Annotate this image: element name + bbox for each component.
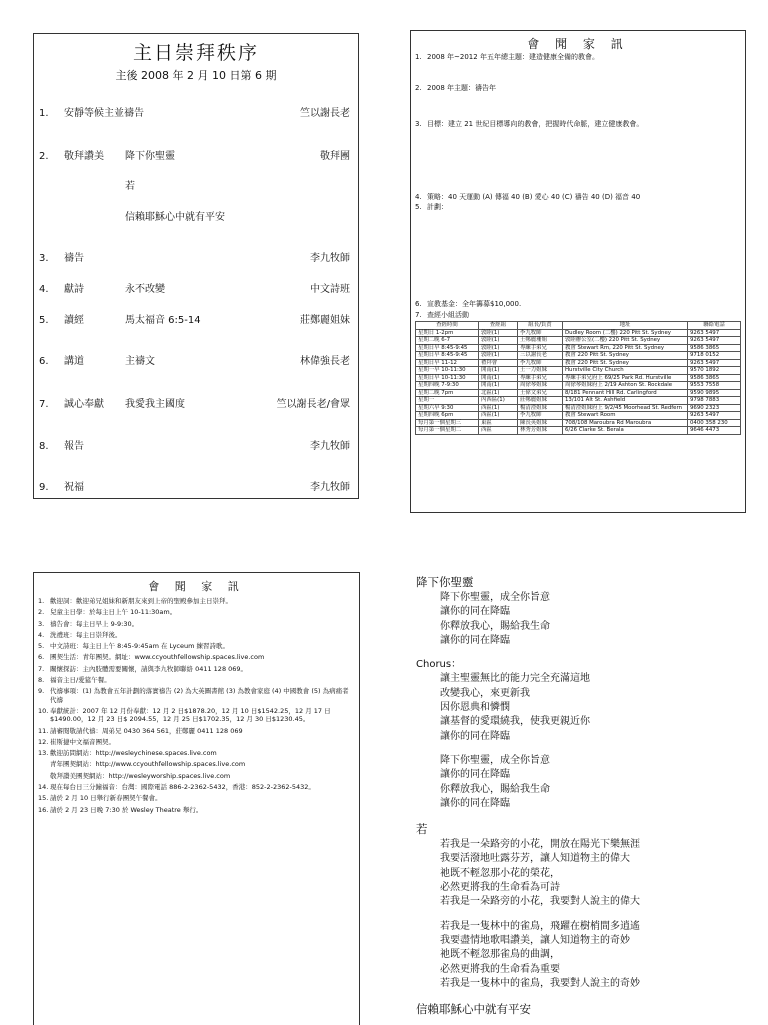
song-title: 信賴耶穌心中就有平安 bbox=[416, 1002, 531, 1017]
lyric-line: 你釋放我心，賜給我生命 bbox=[440, 620, 550, 632]
announcement-number: 4. bbox=[38, 630, 45, 639]
table-row bbox=[416, 374, 741, 382]
announcement-text: 請於 2 月 23 日晚 7:30 於 Wesley Theatre 舉行。 bbox=[50, 805, 203, 814]
announcement-item bbox=[38, 608, 355, 616]
table-row bbox=[416, 344, 741, 352]
order-item-content: 我愛我主國度 bbox=[125, 399, 185, 410]
table-row bbox=[416, 412, 741, 420]
announcement-item bbox=[38, 727, 355, 735]
announcements-title: 會 聞 家 訊 bbox=[527, 37, 629, 51]
announcement-text: 洗禮班：每主日崇拜後。 bbox=[50, 630, 122, 639]
table-cell: 楊清澄姐妹府上 9/2/45 Moorhead St. Redfern bbox=[563, 404, 688, 412]
announcements-panel bbox=[410, 30, 746, 513]
lyric-line: 降下你聖靈，成全你旨意 bbox=[440, 754, 550, 766]
announcement-text: 福音主日/愛筵午餐。 bbox=[50, 676, 111, 685]
table-cell: 每月第一個星期三 bbox=[416, 419, 479, 427]
announcement-item bbox=[38, 749, 355, 757]
announcement-number: 5. bbox=[415, 203, 422, 212]
table-cell: 西區 bbox=[479, 427, 518, 435]
table-cell: 9586 3865 bbox=[688, 374, 741, 382]
table-cell: 開南(1) bbox=[479, 382, 518, 390]
announcement-item bbox=[38, 772, 355, 780]
announcement-item bbox=[415, 311, 741, 320]
table-header-row bbox=[416, 322, 741, 330]
stanza bbox=[416, 920, 760, 991]
table-cell: 星期日 1-2pm bbox=[416, 329, 479, 337]
table-cell: 周徐琴姐妹 bbox=[518, 382, 563, 390]
lyric-line: 改變我心，來更新我 bbox=[440, 687, 530, 699]
table-cell: 專練手弟兄府上 69/25 Park Rd. Hurstville bbox=[563, 374, 688, 382]
order-item-number: 2. bbox=[39, 151, 49, 162]
table-cell: 9263 5497 bbox=[688, 359, 741, 367]
table-cell: 0400 358 230 bbox=[688, 419, 741, 427]
table-cell: 9586 3865 bbox=[688, 344, 741, 352]
table-cell: 星期四晚 6pm bbox=[416, 412, 479, 420]
order-item-name: 安靜等候主並禱告 bbox=[64, 108, 144, 119]
lyric-line: 若我是一隻林中的雀鳥，飛躍在樹梢間多逍遙 bbox=[440, 920, 640, 932]
table-cell: 李九牧師 bbox=[518, 359, 563, 367]
announcement-text: 兒童主日學：於每主日上午 10-11:30am。 bbox=[50, 608, 177, 617]
table-cell: 開南(1) bbox=[479, 367, 518, 375]
announcement-number: 1. bbox=[38, 597, 45, 605]
table-row bbox=[416, 404, 741, 412]
order-item-number: 9. bbox=[39, 482, 49, 493]
announcement-number: 15. bbox=[38, 794, 49, 803]
announcement-item bbox=[38, 760, 355, 768]
table-cell: 9798 7883 bbox=[688, 397, 741, 405]
order-item-extra-song: 信賴耶穌心中就有平安 bbox=[125, 212, 225, 223]
order-item bbox=[34, 354, 358, 370]
announcement-item bbox=[38, 783, 355, 791]
table-cell: 星期二晚 6-7 bbox=[416, 337, 479, 345]
table-cell: 教會 Stewart Room bbox=[563, 412, 688, 420]
lyric-line: 讓主聖靈無比的能力完全充滿這地 bbox=[440, 673, 590, 685]
table-cell: 專練手弟兄 bbox=[518, 374, 563, 382]
bible-study-table-body bbox=[416, 329, 741, 434]
order-item-number: 7. bbox=[39, 399, 49, 410]
lyric-line: 你釋放我心，賜給我生命 bbox=[440, 783, 550, 795]
announcement-text: 宣教基金：全年籌募$10,000. bbox=[427, 299, 522, 308]
order-item-person: 中文詩班 bbox=[310, 284, 350, 295]
table-row bbox=[416, 427, 741, 435]
announcement-text: 策略：40 天運動 (A) 傳福 40 (B) 愛心 40 (C) 禱告 40 (D) 福音 40 bbox=[427, 192, 641, 201]
order-item bbox=[34, 397, 358, 413]
table-cell: 王鄭麗珊姐 bbox=[518, 337, 563, 345]
announcement-item bbox=[38, 707, 355, 724]
announcement-item bbox=[38, 653, 355, 661]
lyric-line: 讓你的同在降臨 bbox=[440, 797, 510, 809]
order-item-person: 李九牧師 bbox=[310, 441, 350, 452]
announcement-text: 目標：建立 21 世紀目標導向的教會，把握時代命脈，建立健康教會。 bbox=[427, 120, 644, 129]
table-row bbox=[416, 337, 741, 345]
stanza bbox=[416, 591, 760, 648]
order-of-service-panel bbox=[33, 33, 359, 499]
announcement-text: 禱告會：每主日早上 9-9:30。 bbox=[50, 619, 139, 628]
order-item-name: 報告 bbox=[64, 441, 84, 452]
order-item bbox=[34, 251, 358, 267]
lyric-line: 若我是一朵路旁的小花，開放在陽光下樂無涯 bbox=[440, 839, 640, 851]
announcement-text: 查經小組活動 bbox=[427, 310, 469, 319]
order-item-name: 讀經 bbox=[64, 315, 84, 326]
announcement-text: 歡迎訪問網站：http://wesleychinese.spaces.live.com bbox=[50, 749, 217, 758]
announcement-text: 關懷探訪：主內肢體需要關懷，請與李九牧師聯絡 0411 128 069。 bbox=[50, 664, 248, 673]
order-item-content: 馬太福音 6:5-14 bbox=[125, 315, 201, 326]
table-cell: 專練手弟兄 bbox=[518, 344, 563, 352]
announcement-number: 7. bbox=[415, 310, 422, 319]
announcement-text: 2008 年主題：禱告年 bbox=[427, 83, 497, 92]
order-item bbox=[34, 439, 358, 455]
table-cell: 星期四晚 7-9:30 bbox=[416, 382, 479, 390]
order-item-number: 6. bbox=[39, 356, 49, 367]
lyric-line: 我要盡情地歌唱讚美，讓人知道物主的奇妙 bbox=[440, 934, 630, 946]
announcement-item bbox=[415, 120, 741, 129]
lyric-line: 若我是一朵路旁的小花，我要對人說主的偉大 bbox=[440, 896, 640, 908]
order-item-content: 主禱文 bbox=[125, 356, 155, 367]
bible-study-table bbox=[415, 321, 741, 435]
announcements-list bbox=[415, 53, 741, 319]
table-cell: 星期日早 8:45-9:45 bbox=[416, 344, 479, 352]
announcement-text: 團契生活：青年團契。網址：www.ccyouthfellowship.spaces.live.com bbox=[50, 653, 265, 662]
table-cell: 9263 5497 bbox=[688, 329, 741, 337]
order-item-extra-song: 若 bbox=[125, 181, 135, 192]
lyric-line: 必然更將我的生命看為可詩 bbox=[440, 882, 560, 894]
order-item-name: 講道 bbox=[64, 356, 84, 367]
lyric-line: 讓你的同在降臨 bbox=[440, 634, 510, 646]
table-cell: 敦睦(1) bbox=[479, 344, 518, 352]
table-cell: 教會 220 Pitt St. Sydney bbox=[563, 359, 688, 367]
table-cell: 教會 220 Pitt St. Sydney bbox=[563, 352, 688, 360]
lyric-line: 我要活潑地吐露芬芳，讓人知道物主的偉大 bbox=[440, 853, 630, 865]
song bbox=[416, 574, 760, 811]
order-item-number: 5. bbox=[39, 315, 49, 326]
table-cell: 6/26 Clarke St. Berala bbox=[563, 427, 688, 435]
table-cell: 敦睦(1) bbox=[479, 329, 518, 337]
lyric-line: 祂既不輕忽那小花的榮花， bbox=[440, 867, 560, 879]
order-item-person: 敬拜團 bbox=[320, 151, 350, 162]
table-row bbox=[416, 382, 741, 390]
table-header-cell: 組長/負責 bbox=[518, 322, 563, 330]
announcement-number: 5. bbox=[38, 642, 45, 651]
order-item-person: 李九牧師 bbox=[310, 253, 350, 264]
table-cell: 敦睦(1) bbox=[479, 352, 518, 360]
announcement-item bbox=[415, 84, 741, 93]
announcement-number: 14. bbox=[38, 783, 49, 792]
table-cell: 東區 bbox=[479, 419, 518, 427]
order-item-number: 1. bbox=[39, 108, 49, 119]
table-cell: 8/181 Pennant Hill Rd. Carlingford bbox=[563, 389, 688, 397]
table-cell: 星期二晚 7pm bbox=[416, 389, 479, 397]
table-cell: 708/108 Maroubra Rd Maroubra bbox=[563, 419, 688, 427]
table-header-cell: 地址 bbox=[563, 322, 688, 330]
table-row bbox=[416, 359, 741, 367]
announcement-item bbox=[38, 665, 355, 673]
announcement-number: 16. bbox=[38, 805, 49, 814]
table-cell: 禮拜會 bbox=[479, 359, 518, 367]
table-cell: 每月第一個星期二 bbox=[416, 427, 479, 435]
table-header-cell: 查經組 bbox=[479, 322, 518, 330]
announcements-list bbox=[38, 597, 355, 817]
stanza bbox=[416, 838, 760, 909]
order-item bbox=[34, 313, 358, 329]
order-item-person: 莊鄭麗姐妹 bbox=[300, 315, 350, 326]
table-cell: 王偉文弟兄 bbox=[518, 389, 563, 397]
table-cell: 莊鄭麗姐妹 bbox=[518, 397, 563, 405]
announcement-number bbox=[38, 760, 50, 768]
announcement-text: 青年團契網站：http://www.ccyouthfellowship.spaces.live.com bbox=[50, 760, 246, 769]
lyric-line: 讓你的同在降臨 bbox=[440, 730, 510, 742]
table-cell: 9570 1892 bbox=[688, 367, 741, 375]
announcement-text: 代禱事項：(1) 為教會五年計劃的落實禱告 (2) 為大英圖書館 (3) 為教會家庭 (4) 中國教會 (5) 為病痛者代禱 bbox=[50, 687, 349, 704]
song-title: 降下你聖靈 bbox=[416, 575, 474, 589]
table-cell: 教會 Stewart Rm, 220 Pitt St. Sydney bbox=[563, 344, 688, 352]
order-item-name: 獻詩 bbox=[64, 284, 84, 295]
table-cell: 星期日早 11-12 bbox=[416, 359, 479, 367]
announcement-item bbox=[38, 676, 355, 684]
announcement-text: 2008 年~2012 年五年總主題：建造健康全備的教會。 bbox=[427, 53, 599, 61]
announcement-text: 現在每台日三分鐘福音：台灣：國際電話 886-2-2362-5432，香港：852-2-2362-5432。 bbox=[50, 783, 315, 792]
order-item-content: 永不改變 bbox=[125, 284, 165, 295]
lyric-line: 因你恩典和憐憫 bbox=[440, 702, 510, 714]
announcement-item bbox=[38, 642, 355, 650]
lyric-line: 讓你的同在降臨 bbox=[440, 606, 510, 618]
lyric-line: 必然更將我的生命看為重要 bbox=[440, 963, 560, 975]
table-cell: 9263 5497 bbox=[688, 337, 741, 345]
order-item bbox=[34, 480, 358, 496]
announcement-number: 13. bbox=[38, 749, 49, 758]
table-cell: 9718 0152 bbox=[688, 352, 741, 360]
announcement-item bbox=[415, 203, 741, 212]
announcement-item bbox=[415, 193, 741, 202]
announcement-number: 4. bbox=[415, 192, 422, 201]
order-item-person: 林偉強長老 bbox=[300, 356, 350, 367]
table-cell: 三以謝長老 bbox=[518, 352, 563, 360]
order-item bbox=[34, 149, 358, 165]
order-item bbox=[34, 106, 358, 122]
announcement-number: 6. bbox=[415, 299, 422, 308]
table-row bbox=[416, 397, 741, 405]
table-cell: 星期日早 8:45-9:45 bbox=[416, 352, 479, 360]
table-cell: 內西區(1) bbox=[479, 397, 518, 405]
lyric-line: 祂既不輕忽那雀鳥的曲調， bbox=[440, 949, 560, 961]
announcement-text: 歡迎詞：歡迎弟兄姐妹和新朋友來到上帝的聖殿參加主日崇拜。 bbox=[50, 597, 232, 605]
announcement-item bbox=[415, 53, 741, 62]
table-cell: 開南(1) bbox=[479, 374, 518, 382]
announcements-continued-panel bbox=[33, 572, 360, 1025]
order-item bbox=[34, 282, 358, 298]
table-row bbox=[416, 352, 741, 360]
announcement-item bbox=[38, 620, 355, 628]
table-cell: 星期日早 10-11:30 bbox=[416, 374, 479, 382]
lyric-line: 讓你的同在降臨 bbox=[440, 769, 510, 781]
table-cell: 林秀芳姐妹 bbox=[518, 427, 563, 435]
table-cell: 西區(1) bbox=[479, 412, 518, 420]
table-cell: 9646 4473 bbox=[688, 427, 741, 435]
table-row bbox=[416, 419, 741, 427]
announcements-title: 會 聞 家 訊 bbox=[148, 580, 245, 593]
table-cell: 北區(1) bbox=[479, 389, 518, 397]
announcement-number bbox=[38, 772, 50, 780]
announcement-item bbox=[38, 806, 355, 814]
announcement-number: 6. bbox=[38, 653, 45, 662]
announcement-number: 1. bbox=[415, 53, 422, 61]
table-cell: 周徐琴姐妹府上 2/19 Ashton St. Rockdale bbox=[563, 382, 688, 390]
announcement-number: 7. bbox=[38, 664, 45, 673]
table-header-cell: 聯絡電話 bbox=[688, 322, 741, 330]
lyric-line: 若我是一隻林中的雀鳥，我要對人說主的奇妙 bbox=[440, 977, 640, 989]
table-cell: 敦睦辦公室(二樓) 220 Pitt St. Sydney bbox=[563, 337, 688, 345]
announcement-text: 中文詩班：每主日上午 8:45-9:45am 在 Lyceum 練習詩歌。 bbox=[50, 642, 230, 651]
announcement-number: 8. bbox=[38, 676, 45, 685]
announcement-item bbox=[38, 631, 355, 639]
table-cell: 李九牧師 bbox=[518, 329, 563, 337]
announcement-item bbox=[38, 738, 355, 746]
order-item-name: 誠心奉獻 bbox=[64, 399, 104, 410]
announcement-number: 9. bbox=[38, 687, 45, 696]
table-cell: 13/101 Alt St. Ashfield bbox=[563, 397, 688, 405]
announcement-item bbox=[38, 794, 355, 802]
stanza bbox=[416, 658, 760, 744]
table-cell: 9590 9895 bbox=[688, 389, 741, 397]
table-cell: 星期一 bbox=[416, 397, 479, 405]
stanza bbox=[416, 754, 760, 811]
table-cell: Dudley Room (二樓) 220 Pitt St. Sydney bbox=[563, 329, 688, 337]
announcement-text: 崔斯捷中文福音團契。 bbox=[50, 737, 115, 746]
table-cell: 陳長英姐妹 bbox=[518, 419, 563, 427]
table-cell: 9690 2323 bbox=[688, 404, 741, 412]
song-title: 若 bbox=[416, 822, 428, 837]
lyric-line: 讓基督的愛環繞我，使我更親近你 bbox=[440, 716, 590, 728]
order-item-name: 祝福 bbox=[64, 482, 84, 493]
announcement-number: 3. bbox=[38, 619, 45, 628]
table-cell: 敦睦(1) bbox=[479, 337, 518, 345]
chorus-label: Chorus： bbox=[416, 659, 462, 671]
order-item-person: 竺以謝長老/會眾 bbox=[276, 399, 350, 410]
order-item-number: 3. bbox=[39, 253, 49, 264]
announcement-text: 敬拜讚美團契網站：http://wesleyworship.spaces.live.com bbox=[50, 771, 231, 780]
announcement-item bbox=[415, 300, 741, 309]
announcement-item bbox=[38, 687, 355, 704]
order-subtitle: 主後 2008 年 2 月 10 日第 6 期 bbox=[115, 69, 277, 82]
table-row bbox=[416, 389, 741, 397]
table-cell: 9553 7558 bbox=[688, 382, 741, 390]
announcement-text: 請於 2 月 10 日舉行新春團契午餐會。 bbox=[50, 794, 162, 803]
order-item-person: 竺以謝長老 bbox=[300, 108, 350, 119]
table-cell: 星期一早 10-11:30 bbox=[416, 367, 479, 375]
table-cell: 李九牧師 bbox=[518, 412, 563, 420]
announcement-number: 3. bbox=[415, 120, 422, 129]
announcement-text: 計劃： bbox=[427, 203, 448, 212]
announcement-number: 11. bbox=[38, 726, 49, 735]
table-cell: Hurstville City Church bbox=[563, 367, 688, 375]
table-cell: 西區(1) bbox=[479, 404, 518, 412]
announcement-number: 2. bbox=[415, 83, 422, 92]
order-item-name: 敬拜讚美 bbox=[64, 151, 104, 162]
order-item-number: 8. bbox=[39, 441, 49, 452]
table-row bbox=[416, 329, 741, 337]
table-cell: 楊清澄姐妹 bbox=[518, 404, 563, 412]
table-cell: 9263 5497 bbox=[688, 412, 741, 420]
announcement-item bbox=[38, 597, 355, 605]
song bbox=[416, 821, 760, 991]
announcement-text: 奉獻統計：2007 年 12 月份奉獻：12 月 2 日$1878.20，12 月 10 日$1542.25，12 月 17 日$1490.00，12 月 23 日$ 2094.55，12 月 25 日$1702.35，12 月 30 日$1230.45。 bbox=[50, 706, 331, 724]
order-title: 主日崇拜秩序 bbox=[132, 42, 259, 64]
hymn-lyrics bbox=[416, 574, 760, 1024]
order-item-content: 降下你聖靈 bbox=[125, 151, 175, 162]
lyric-line: 降下你聖靈，成全你旨意 bbox=[440, 592, 550, 603]
order-item-person: 李九牧師 bbox=[310, 482, 350, 493]
announcement-number: 2. bbox=[38, 608, 45, 617]
announcement-number: 12. bbox=[38, 737, 49, 746]
announcement-text: 請審閱敬請代禱：周弟兄 0430 364 561，莊鄭麗 0411 128 069 bbox=[50, 726, 243, 735]
table-row bbox=[416, 367, 741, 375]
song bbox=[416, 1001, 760, 1018]
order-item-number: 4. bbox=[39, 284, 49, 295]
table-header-cell: 查經時間 bbox=[416, 322, 479, 330]
order-item-name: 禱告 bbox=[64, 253, 84, 264]
table-cell: 王一力姐妹 bbox=[518, 367, 563, 375]
announcement-number: 10. bbox=[38, 706, 49, 715]
table-cell: 星期六早 9:30 bbox=[416, 404, 479, 412]
